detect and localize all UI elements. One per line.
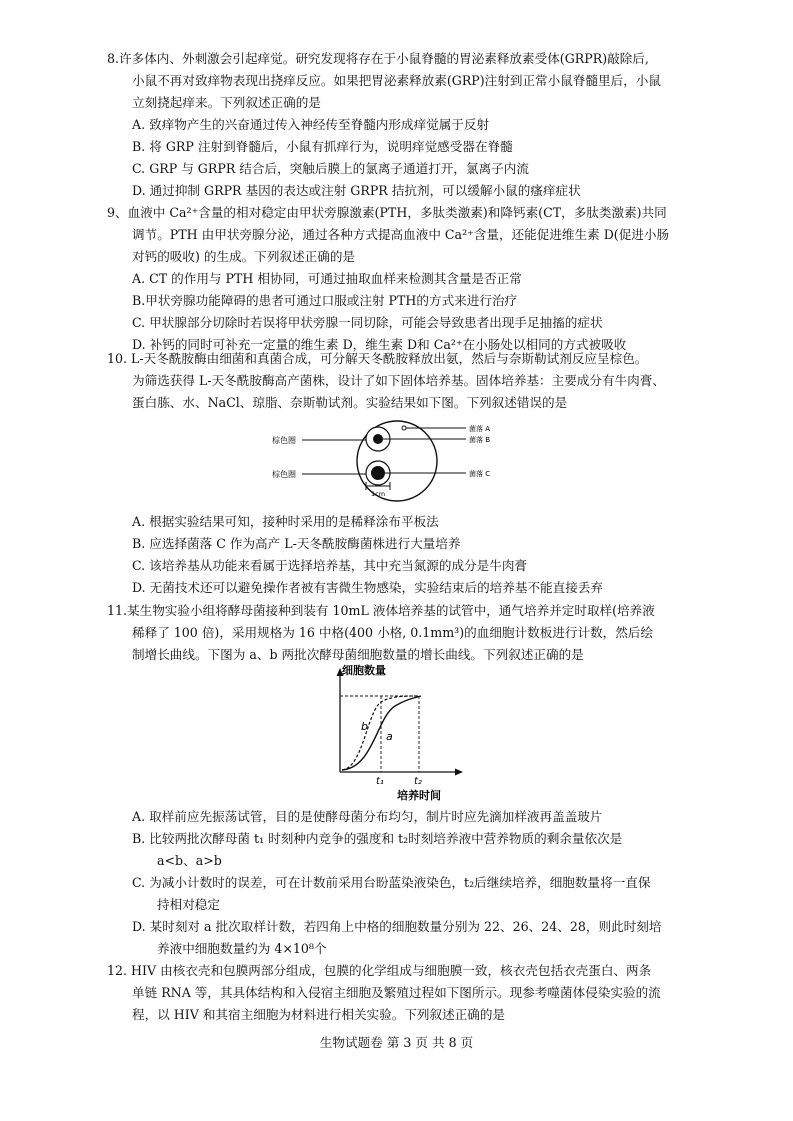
- curve-a: [342, 696, 421, 770]
- t2-label: t₂: [414, 776, 422, 787]
- q11-option-b-cont: a<b、a>b: [157, 853, 222, 868]
- brown-halo-label-top: 棕色圈: [272, 436, 296, 445]
- q9-option-d: D. 补钙的同时可补充一定量的维生素 D，维生素 D和 Ca²⁺在小肠处以相同的方式被吸收: [132, 337, 627, 352]
- page-footer: 生物试题卷 第 3 页 共 8 页: [319, 1035, 474, 1050]
- q12-stem-line-2: 单链 RNA 等，其具体结构和入侵宿主细胞及繁殖过程如下图所示。现参考噬菌体侵染实验的流: [132, 985, 661, 1000]
- brown-halo-label-bottom: 棕色圈: [272, 470, 296, 479]
- question-12: [107, 960, 707, 1026]
- q9-option-c: C. 甲状腺部分切除时若误将甲状旁腺一同切除，可能会导致患者出现手足抽搐的症状: [132, 315, 603, 330]
- colony-b-label: 菌落 B: [469, 436, 491, 444]
- question-10: [107, 348, 707, 414]
- q9-option-b: B.甲状旁腺功能障碍的患者可通过口服或注射 PTH的方式来进行治疗: [132, 293, 518, 308]
- q8-option-b: B. 将 GRP 注射到脊髓后，小鼠有抓痒行为，说明痒觉感受器在脊髓: [132, 139, 513, 154]
- colony-c: [371, 466, 385, 480]
- q8-stem-line-2: 小鼠不再对致痒物表现出挠痒反应。如果把胃泌素释放素(GRP)注射到正常小鼠脊髓里后，小鼠: [132, 73, 661, 88]
- question-10-options: [107, 511, 707, 599]
- q10-stem-line-2: 为筛选获得 L-天冬酰胺酶高产菌株，设计了如下固体培养基。固体培养基：主要成分有牛肉膏、: [132, 373, 665, 388]
- q8-option-a: A. 致痒物产生的兴奋通过传入神经传至脊髓内形成痒觉属于反射: [132, 117, 490, 132]
- question-11-stem: [107, 600, 707, 666]
- colony-b: [373, 434, 383, 444]
- q12-stem-line-3: 程，以 HIV 和其宿主细胞为材料进行相关实验。下列叙述正确的是: [132, 1007, 506, 1022]
- colony-a-label: 菌落 A: [469, 425, 491, 433]
- q12-stem-line-1: 12. HIV 由核衣壳和包膜两部分组成，包膜的化学组成与细胞膜一致，核衣壳包括衣壳蛋白、两条: [107, 963, 652, 978]
- curve-a-label: a: [386, 730, 393, 743]
- question-9-stem: [107, 202, 707, 268]
- colony-c-label: 菌落 C: [469, 470, 491, 478]
- q10-option-a: A. 根据实验结果可知，接种时采用的是稀释涂布平板法: [132, 514, 439, 529]
- curve-b: [342, 696, 419, 770]
- question-9: [107, 202, 707, 356]
- x-axis-label: 培养时间: [397, 789, 441, 802]
- q11-stem-line-3: 制增长曲线。下图为 a、b 两批次酵母菌细胞数量的增长曲线。下列叙述正确的是: [132, 647, 584, 662]
- question-8: [107, 48, 707, 202]
- q9-stem-line-3: 对钙的吸收) 的生成。下列叙述正确的是: [132, 249, 356, 264]
- q8-stem-line-1: 8.许多体内、外刺激会引起痒觉。研究发现将存在于小鼠脊髓的胃泌素释放素受体(GRPR)敲除后,: [107, 51, 649, 66]
- curve-b-label: b: [361, 720, 368, 733]
- y-axis-label: 细胞数量: [342, 664, 386, 677]
- q8-stem-line-3: 立刻挠起痒来。下列叙述正确的是: [132, 95, 321, 110]
- q11-option-c-cont: 持相对稳定: [157, 897, 220, 912]
- q10-option-c: C. 该培养基从功能来看属于选择培养基，其中充当氮源的成分是牛肉膏: [132, 558, 528, 573]
- q10-stem-line-1: 10. L-天冬酰胺酶由细菌和真菌合成，可分解天冬酰胺释放出氨，然后与奈斯勒试剂反应呈棕色。: [107, 351, 648, 366]
- q11-stem-line-2: 稀释了 100 倍)，采用规格为 16 中格(400 小格, 0.1mm³)的血细胞计数板进行计数，然后绘: [132, 625, 654, 640]
- q9-option-a: A. CT 的作用与 PTH 相协同，可通过抽取血样来检测其含量是否正常: [132, 271, 522, 286]
- petri-dish-figure: [270, 412, 510, 512]
- question-11-options: [107, 806, 707, 960]
- colony-a: [402, 426, 406, 430]
- q9-stem-line-1: 9、血液中 Ca²⁺含量的相对稳定由甲状旁腺激素(PTH，多肽类激素)和降钙素(CT，多肽类激素)共同: [107, 205, 667, 220]
- question-10-stem: [107, 348, 707, 414]
- q11-option-b: B. 比较两批次酵母菌 t₁ 时刻种内竞争的强度和 t₂时刻培养液中营养物质的剩余量依次是: [132, 831, 623, 846]
- q11-stem-line-1: 11.某生物实验小组将酵母菌接种到装有 10mL 液体培养基的试管中，通气培养并定时取样(培养液: [107, 603, 655, 618]
- q10-option-d: D. 无菌技术还可以避免操作者被有害微生物感染，实验结束后的培养基不能直接丢弃: [132, 580, 604, 595]
- question-11: [107, 600, 707, 666]
- question-8-stem: [107, 48, 707, 114]
- q8-option-c: C. GRP 与 GRPR 结合后，突触后膜上的氯离子通道打开，氯离子内流: [132, 161, 529, 176]
- q10-option-b: B. 应选择菌落 C 作为高产 L-天冬酰胺酶菌株进行大量培养: [132, 536, 461, 551]
- scale-label: 1cm: [371, 490, 386, 498]
- q9-stem-line-2: 调节。PTH 由甲状旁腺分泌，通过各种方式提高血液中 Ca²⁺含量，还能促进维生素 D(促进小肠: [132, 227, 670, 242]
- question-12-stem: [107, 960, 707, 1026]
- q11-option-c: C. 为减小计数时的误差，可在计数前采用台盼蓝染液染色，t₂后继续培养，细胞数量将一直保: [132, 875, 651, 890]
- q11-option-d: D. 某时刻对 a 批次取样计数，若四角上中格的细胞数量分别为 22、26、24、28，则此时刻培: [132, 919, 662, 934]
- q11-option-d-cont: 养液中细胞数量约为 4×10⁸个: [157, 941, 327, 956]
- q8-option-d: D. 通过抑制 GRPR 基因的表达或注射 GRPR 拮抗剂，可以缓解小鼠的瘙痒症状: [132, 183, 581, 198]
- q11-option-a: A. 取样前应先振荡试管，目的是使酵母菌分布均匀，制片时应先滴加样液再盖盖玻片: [132, 809, 603, 824]
- t1-label: t₁: [376, 776, 384, 787]
- growth-curve-figure: [325, 662, 475, 804]
- q10-stem-line-3: 蛋白胨、水、NaCl、琼脂、奈斯勒试剂。实验结果如下图。下列叙述错误的是: [132, 395, 568, 410]
